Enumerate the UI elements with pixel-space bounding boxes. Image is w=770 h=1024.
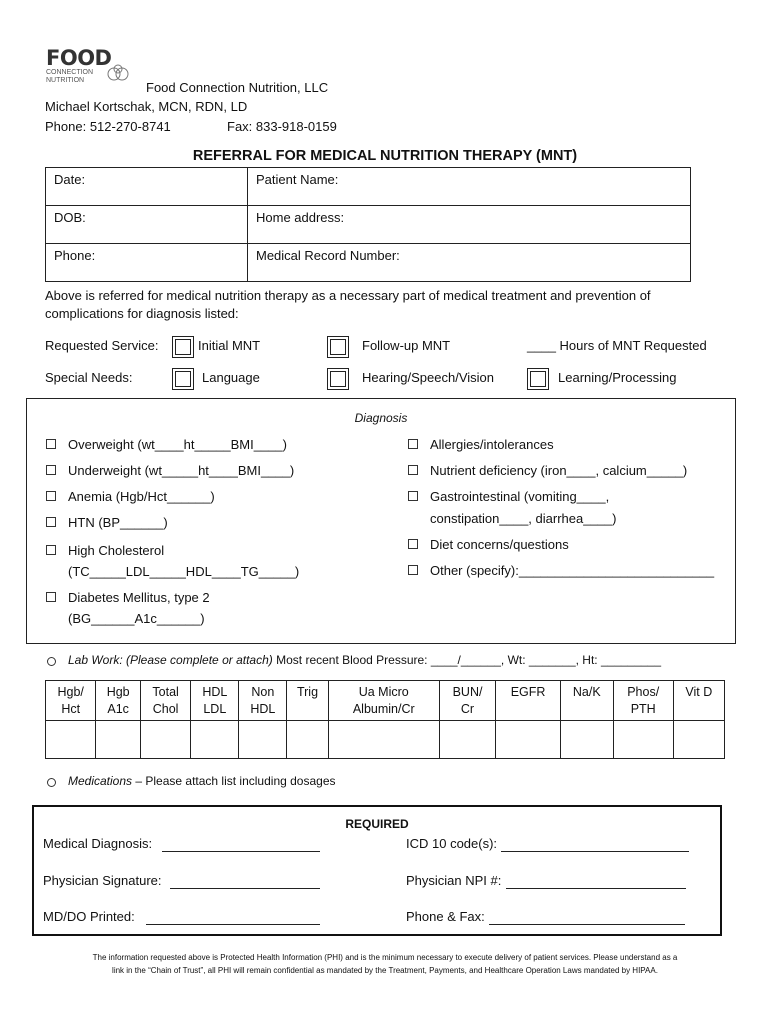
logo-sub-connection: CONNECTION bbox=[46, 69, 94, 76]
lab-column-header bbox=[287, 681, 328, 721]
underweight-checkbox[interactable] bbox=[46, 465, 56, 475]
lab-column-header-line: LDL bbox=[203, 702, 227, 716]
lab-column-header bbox=[496, 681, 561, 721]
patient-name-field[interactable]: Patient Name: bbox=[248, 168, 691, 206]
lab-column-header-line: A1c bbox=[107, 702, 129, 716]
lab-column-header bbox=[140, 681, 190, 721]
provider-fax: Fax: 833-918-0159 bbox=[227, 119, 337, 134]
followup-mnt-checkbox[interactable] bbox=[327, 336, 349, 358]
initial-mnt-checkbox[interactable] bbox=[172, 336, 194, 358]
lab-column-header-line: Phos/ bbox=[627, 685, 660, 699]
lab-column-header-line: Trig bbox=[296, 685, 319, 699]
lab-column-header bbox=[613, 681, 673, 721]
mrn-field[interactable]: Medical Record Number: bbox=[248, 244, 691, 282]
medications-text: – Please attach list including dosages bbox=[132, 774, 336, 788]
nutrient-deficiency-checkbox[interactable] bbox=[408, 465, 418, 475]
lab-value-cell[interactable] bbox=[96, 721, 140, 759]
logo-sub-nutrition: NUTRITION bbox=[46, 77, 85, 84]
lab-value-cell[interactable] bbox=[673, 721, 724, 759]
lab-column-header bbox=[191, 681, 239, 721]
lab-value-cell[interactable] bbox=[287, 721, 328, 759]
overweight-checkbox[interactable] bbox=[46, 439, 56, 449]
provider-phone: Phone: 512-270-8741 bbox=[45, 119, 171, 134]
md-do-printed-label: MD/DO Printed: bbox=[43, 909, 135, 924]
lab-column-header-line: HDL bbox=[202, 685, 228, 699]
diabetes-values: (BG______A1c______) bbox=[68, 611, 205, 626]
icd-label: ICD 10 code(s): bbox=[406, 836, 498, 851]
diet-concerns-checkbox[interactable] bbox=[408, 539, 418, 549]
special-needs-label: Special Needs: bbox=[45, 370, 133, 385]
icd-input[interactable] bbox=[501, 838, 689, 852]
lab-column-header-line: Hct bbox=[61, 702, 81, 716]
lab-column-header-line: PTH bbox=[630, 702, 656, 716]
physician-signature-input[interactable] bbox=[170, 875, 320, 889]
lab-column-header-line: Albumin/Cr bbox=[352, 702, 415, 716]
hearing-label: Hearing/Speech/Vision bbox=[362, 370, 495, 385]
language-checkbox[interactable] bbox=[172, 368, 194, 390]
lab-work-label: Lab Work: (Please complete or attach) bbox=[68, 653, 273, 667]
lab-value-row bbox=[46, 721, 725, 759]
medications-label: Medications bbox=[68, 774, 133, 788]
lab-column-header-line: Cr bbox=[460, 702, 475, 716]
lab-column-header bbox=[328, 681, 439, 721]
provider-name: Michael Kortschak, MCN, RDN, LD bbox=[45, 99, 248, 114]
lab-value-cell[interactable] bbox=[560, 721, 613, 759]
gastrointestinal-checkbox[interactable] bbox=[408, 491, 418, 501]
lab-column-header-line: Hgb/ bbox=[57, 685, 84, 699]
lab-column-header-line: Na/K bbox=[572, 685, 601, 699]
medical-diagnosis-input[interactable] bbox=[162, 838, 320, 852]
lab-column-header-line: Vit D bbox=[685, 685, 713, 699]
date-field[interactable]: Date: bbox=[46, 168, 248, 206]
lab-column-header-line: Non bbox=[251, 685, 275, 699]
npi-input[interactable] bbox=[506, 875, 686, 889]
hipaa-line-1: The information requested above is Protected Health Information (PHI) and is the minimum necessary to execute delivery of patient services. Please understand as a bbox=[92, 953, 678, 962]
lab-column-header-line: BUN/ bbox=[452, 685, 483, 699]
diabetes-checkbox[interactable] bbox=[46, 592, 56, 602]
home-address-field[interactable]: Home address: bbox=[248, 206, 691, 244]
language-label: Language bbox=[202, 370, 260, 385]
gastrointestinal-label: Gastrointestinal (vomiting____, bbox=[430, 489, 610, 504]
lab-work-bullet-icon bbox=[47, 657, 56, 666]
diagnosis-title: Diagnosis bbox=[354, 411, 408, 425]
lab-value-cell[interactable] bbox=[140, 721, 190, 759]
lab-column-header bbox=[439, 681, 495, 721]
lab-value-cell[interactable] bbox=[46, 721, 96, 759]
required-title: REQUIRED bbox=[345, 817, 409, 831]
patient-info-table bbox=[45, 167, 691, 282]
lab-value-cell[interactable] bbox=[613, 721, 673, 759]
cholesterol-values: (TC_____LDL_____HDL____TG_____) bbox=[68, 564, 300, 579]
lab-value-cell[interactable] bbox=[191, 721, 239, 759]
requested-service-label: Requested Service: bbox=[45, 338, 159, 353]
learning-label: Learning/Processing bbox=[558, 370, 677, 385]
lab-column-header-line: HDL bbox=[250, 702, 276, 716]
lab-column-header-line: Total bbox=[152, 685, 179, 699]
medications-bullet-icon bbox=[47, 778, 56, 787]
anemia-checkbox[interactable] bbox=[46, 491, 56, 501]
overweight-label: Overweight (wt____ht_____BMI____) bbox=[68, 437, 287, 452]
lab-column-header bbox=[673, 681, 724, 721]
company-name: Food Connection Nutrition, LLC bbox=[146, 80, 329, 95]
phone-fax-input[interactable] bbox=[489, 911, 685, 925]
lab-column-header bbox=[560, 681, 613, 721]
lab-column-header bbox=[96, 681, 140, 721]
followup-mnt-label: Follow-up MNT bbox=[362, 338, 451, 353]
logo bbox=[46, 48, 136, 92]
lab-column-header bbox=[46, 681, 96, 721]
hours-requested[interactable]: ____ Hours of MNT Requested bbox=[527, 338, 707, 353]
phone-field[interactable]: Phone: bbox=[46, 244, 248, 282]
htn-checkbox[interactable] bbox=[46, 517, 56, 527]
npi-label: Physician NPI #: bbox=[406, 873, 502, 888]
lab-value-cell[interactable] bbox=[239, 721, 287, 759]
phone-fax-label: Phone & Fax: bbox=[406, 909, 485, 924]
other-checkbox[interactable] bbox=[408, 565, 418, 575]
nutrient-deficiency-label: Nutrient deficiency (iron____, calcium_____) bbox=[430, 463, 688, 478]
intro-text: Above is referred for medical nutrition therapy as a necessary part of medical treatment and prevention of complications for diagnosis listed: bbox=[45, 288, 651, 321]
page-title: REFERRAL FOR MEDICAL NUTRITION THERAPY (MNT) bbox=[192, 148, 578, 164]
initial-mnt-label: Initial MNT bbox=[198, 338, 261, 353]
hipaa-line-2: link in the “Chain of Trust”, all PHI will remain confidential as mandated by the Treatment, Payments, and Healthcare Operation Laws mandated by HIPAA. bbox=[112, 966, 658, 975]
lab-value-cell[interactable] bbox=[439, 721, 495, 759]
gastrointestinal-values: constipation____, diarrhea____) bbox=[430, 511, 617, 526]
lab-column-header-line: EGFR bbox=[510, 685, 546, 699]
high-cholesterol-checkbox[interactable] bbox=[46, 545, 56, 555]
lab-vitals[interactable]: Most recent Blood Pressure: ____/______, Wt: _______, Ht: _________ bbox=[276, 653, 662, 667]
learning-checkbox[interactable] bbox=[527, 368, 549, 390]
logo-word: FOOD bbox=[46, 46, 112, 70]
diabetes-label: Diabetes Mellitus, type 2 bbox=[68, 590, 210, 605]
lab-column-header-line: Ua Micro bbox=[358, 685, 409, 699]
diet-concerns-label: Diet concerns/questions bbox=[430, 537, 569, 552]
dob-field[interactable]: DOB: bbox=[46, 206, 248, 244]
lab-work-line bbox=[68, 653, 661, 667]
high-cholesterol-label: High Cholesterol bbox=[68, 543, 165, 558]
lab-value-cell[interactable] bbox=[496, 721, 561, 759]
lab-column-header-line: Hgb bbox=[106, 685, 130, 699]
md-do-printed-input[interactable] bbox=[146, 911, 320, 925]
lab-column-header bbox=[239, 681, 287, 721]
physician-signature-label: Physician Signature: bbox=[43, 873, 162, 888]
anemia-label: Anemia (Hgb/Hct______) bbox=[68, 489, 215, 504]
lab-header-row bbox=[46, 681, 725, 721]
medical-diagnosis-label: Medical Diagnosis: bbox=[43, 836, 153, 851]
other-label: Other (specify):___________________________ bbox=[430, 563, 715, 578]
lab-column-header-line: Chol bbox=[152, 702, 179, 716]
hipaa-notice bbox=[30, 951, 740, 977]
htn-label: HTN (BP______) bbox=[68, 515, 168, 530]
medications-line bbox=[68, 774, 336, 788]
logo-leaf-icon bbox=[104, 64, 132, 84]
allergies-checkbox[interactable] bbox=[408, 439, 418, 449]
lab-table bbox=[45, 680, 725, 759]
underweight-label: Underweight (wt_____ht____BMI____) bbox=[68, 463, 295, 478]
lab-value-cell[interactable] bbox=[328, 721, 439, 759]
hearing-checkbox[interactable] bbox=[327, 368, 349, 390]
allergies-label: Allergies/intolerances bbox=[430, 437, 554, 452]
